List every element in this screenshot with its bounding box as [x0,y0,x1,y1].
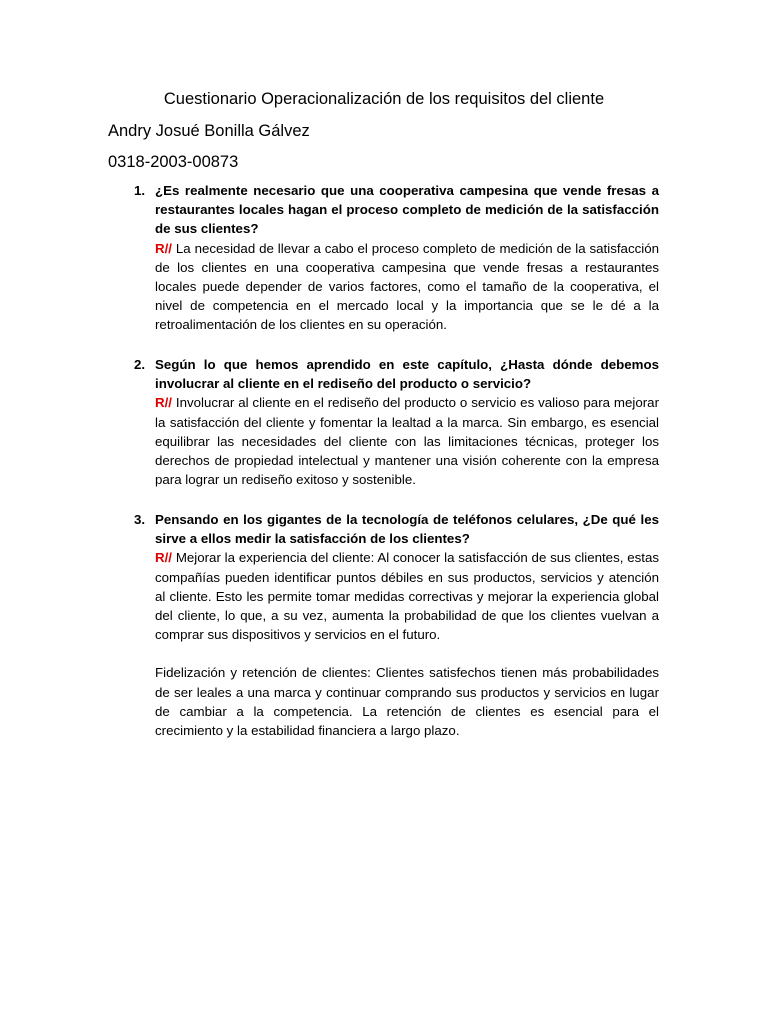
answer-paragraph [155,548,659,644]
student-id: 0318-2003-00873 [108,153,239,171]
question-text: Según lo que hemos aprendido en este capítulo, ¿Hasta dónde debemos involucrar al cliente en el rediseño del producto o servicio? [155,357,659,392]
question-item-2 [108,355,659,489]
answer-marker: R// [155,240,172,256]
answer-text: Involucrar al cliente en el rediseño del producto o servicio es valioso para mejorar la satisfacción del cliente y fomentar la lealtad a la marca. Sin embargo, es esencial equilibrar las necesidades del cliente con las limitaciones técnicas, proteger los derechos de propiedad intelectual y mantener una visión coherente con la empresa para lograr un rediseño exitoso y sostenible. [155,395,659,488]
answer-paragraph [155,393,659,489]
question-text: Pensando en los gigantes de la tecnología de teléfonos celulares, ¿De qué les sirve a ellos medir la satisfacción de los clientes? [155,512,659,547]
document-title: Cuestionario Operacionalización de los requisitos del cliente [163,90,605,108]
question-item-1 [108,181,659,335]
question-body [155,510,659,740]
question-body [155,181,659,335]
answer-marker: R// [155,550,172,566]
question-number: 2. [134,357,146,372]
question-text: ¿Es realmente necesario que una cooperativa campesina que vende fresas a restaurantes locales hagan el proceso completo de medición de la satisfacción de sus clientes? [155,183,659,237]
question-number: 1. [134,183,146,198]
question-number: 3. [134,512,146,527]
answer-extra-paragraph: Fidelización y retención de clientes: Clientes satisfechos tienen más probabilidades de ser leales a una marca y continuar comprando sus productos y servicios en lugar de cambiar a la competencia. La retención de clientes es esencial para el crecimiento y la estabilidad financiera a largo plazo. [155,665,659,739]
answer-text: La necesidad de llevar a cabo el proceso completo de medición de la satisfacción de los clientes en una cooperativa campesina que vende fresas a restaurantes locales puede depender de varios factores, como el tamaño de la cooperativa, el nivel de competencia en el mercado local y la importancia que se le dé a la retroalimentación de los clientes en su operación. [155,240,659,333]
answer-marker: R// [155,395,172,411]
question-item-3 [108,510,659,740]
answer-paragraph [155,239,659,335]
author-name: Andry Josué Bonilla Gálvez [108,122,310,140]
answer-text: Mejorar la experiencia del cliente: Al conocer la satisfacción de sus clientes, estas compañías pueden identificar puntos débiles en sus productos, servicios y atención al cliente. Esto les permite tomar medidas correctivas y mejorar la experiencia global del cliente, lo que, a su vez, aumenta la probabilidad de que los clientes vuelvan a comprar sus dispositivos y servicios en el futuro. [155,550,659,643]
question-body [155,355,659,489]
